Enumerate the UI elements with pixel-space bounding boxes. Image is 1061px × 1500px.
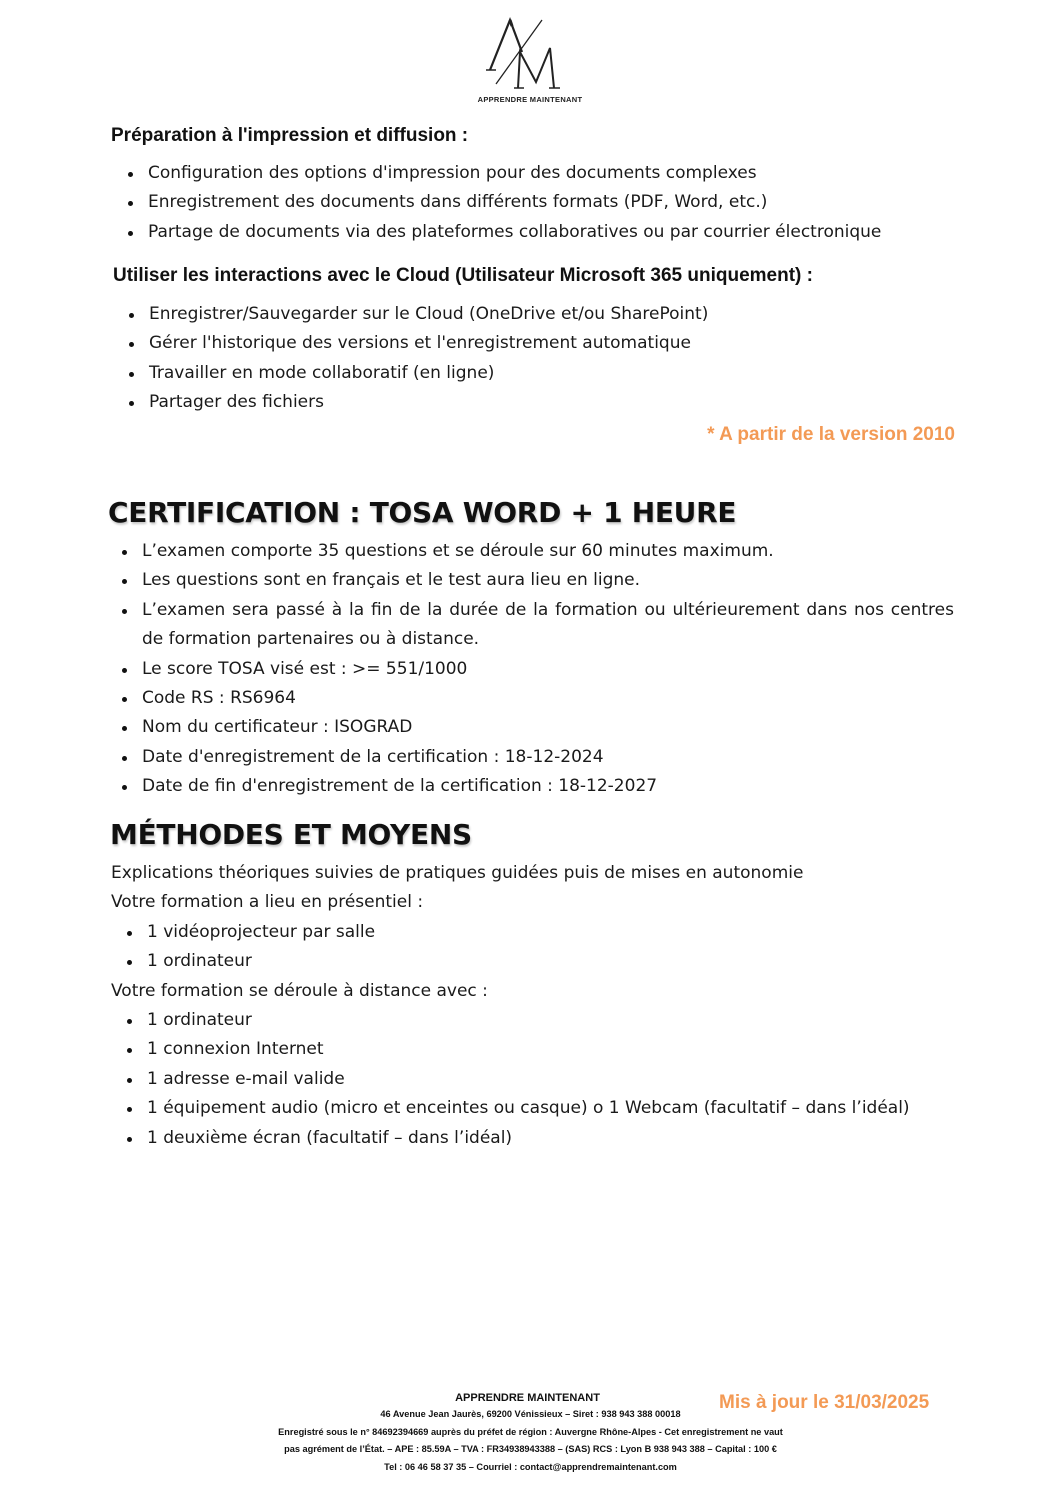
list-item: Gérer l'historique des versions et l'enregistrement automatique xyxy=(113,329,708,358)
list-item: Configuration des options d'impression pour des documents complexes xyxy=(112,159,881,188)
list-item: 1 connexion Internet xyxy=(111,1035,910,1064)
company-logo xyxy=(470,12,590,108)
methods-heading: MÉTHODES ET MOYENS xyxy=(110,818,472,851)
presentiel-list xyxy=(111,918,375,977)
certification-list xyxy=(106,537,954,802)
list-item: Les questions sont en français et le test aura lieu en ligne. xyxy=(106,566,954,595)
am-monogram-logo xyxy=(470,12,590,94)
list-item: L’examen sera passé à la fin de la durée de la formation ou ultérieurement dans nos centres de formation partenaires ou à distance. xyxy=(106,596,954,655)
list-item: 1 vidéoprojecteur par salle xyxy=(111,918,375,947)
section-print-list xyxy=(112,159,881,247)
list-item: 1 ordinateur xyxy=(111,947,375,976)
list-item: Le score TOSA visé est : >= 551/1000 xyxy=(106,655,954,684)
version-note: * A partir de la version 2010 xyxy=(707,424,955,445)
list-item: Partager des fichiers xyxy=(113,388,708,417)
list-item: Code RS : RS6964 xyxy=(106,684,954,713)
certification-heading: CERTIFICATION : TOSA WORD + 1 HEURE xyxy=(108,496,737,529)
list-item: Enregistrer/Sauvegarder sur le Cloud (OneDrive et/ou SharePoint) xyxy=(113,300,708,329)
list-item: Date d'enregistrement de la certification : 18-12-2024 xyxy=(106,743,954,772)
footer-registration: Enregistré sous le n° 84692394669 auprès du préfet de région : Auvergne Rhône-Alpes - Cet enregistrement ne vaut xyxy=(278,1426,783,1437)
list-item: Nom du certificateur : ISOGRAD xyxy=(106,713,954,742)
list-item: 1 ordinateur xyxy=(111,1006,910,1035)
list-item: 1 deuxième écran (facultatif – dans l’idéal) xyxy=(111,1124,910,1153)
section-cloud-list xyxy=(113,300,708,418)
footer-company: APPRENDRE MAINTENANT xyxy=(455,1392,600,1404)
list-item: Partage de documents via des plateformes collaboratives ou par courrier électronique xyxy=(112,218,881,247)
list-item: 1 équipement audio (micro et enceintes ou casque) o 1 Webcam (facultatif – dans l’idéal) xyxy=(111,1094,910,1123)
list-item: Enregistrement des documents dans différents formats (PDF, Word, etc.) xyxy=(112,188,881,217)
footer-legal: pas agrément de l’État. – APE : 85.59A – TVA : FR34938943388 – (SAS) RCS : Lyon B 938 943 388 – Capital : 100 € xyxy=(284,1444,777,1454)
presentiel-label: Votre formation a lieu en présentiel : xyxy=(111,892,424,912)
footer-contact: Tel : 06 46 58 37 35 – Courriel : contact@apprendremaintenant.com xyxy=(384,1461,677,1472)
section-print-title: Préparation à l'impression et diffusion : xyxy=(111,125,469,146)
logo-caption: APPRENDRE MAINTENANT xyxy=(477,95,583,104)
section-cloud-title: Utiliser les interactions avec le Cloud (Utilisateur Microsoft 365 uniquement) : xyxy=(113,265,813,286)
updated-date: Mis à jour le 31/03/2025 xyxy=(719,1392,930,1413)
methods-intro: Explications théoriques suivies de pratiques guidées puis de mises en autonomie xyxy=(111,863,804,883)
list-item: Date de fin d'enregistrement de la certification : 18-12-2027 xyxy=(106,772,954,801)
list-item: Travailler en mode collaboratif (en ligne) xyxy=(113,359,708,388)
distance-label: Votre formation se déroule à distance avec : xyxy=(111,981,488,1001)
list-item: 1 adresse e-mail valide xyxy=(111,1065,910,1094)
list-item: L’examen comporte 35 questions et se déroule sur 60 minutes maximum. xyxy=(106,537,954,566)
distance-list xyxy=(111,1006,910,1153)
footer-address: 46 Avenue Jean Jaurès, 69200 Vénissieux – Siret : 938 943 388 00018 xyxy=(380,1409,681,1419)
